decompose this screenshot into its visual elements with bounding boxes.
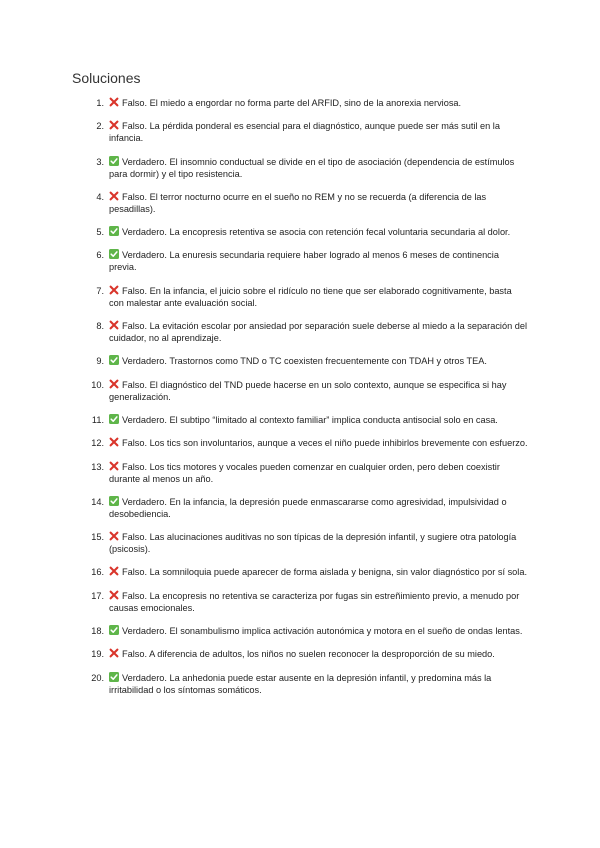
- item-content: [109, 156, 528, 180]
- item-content: [109, 461, 528, 485]
- cross-icon: [109, 590, 119, 600]
- item-content: [109, 285, 528, 309]
- item-text: Falso. El miedo a engordar no forma parte del ARFID, sino de la anorexia nerviosa.: [122, 98, 462, 108]
- item-number: 18.: [91, 626, 104, 637]
- item-content: [109, 320, 528, 344]
- check-icon: [109, 355, 119, 365]
- cross-icon: [109, 379, 119, 389]
- cross-icon: [109, 566, 119, 576]
- item-text: Verdadero. El insomnio conductual se divide en el tipo de asociación (dependencia de estímulos para dormir) y el tipo resistencia.: [109, 156, 515, 179]
- item-content: [109, 590, 528, 614]
- item-text: Falso. Los tics son involuntarios, aunque a veces el niño puede inhibirlos brevemente con esfuerzo.: [122, 438, 528, 449]
- item-content: [109, 625, 528, 637]
- item-number: 14.: [91, 496, 104, 507]
- item-number: 11.: [91, 414, 104, 425]
- item-number: 12.: [91, 438, 104, 449]
- check-icon: [109, 496, 119, 506]
- item-content: [109, 97, 528, 109]
- item-text: Falso. La somniloquia puede aparecer de forma aislada y benigna, sin valor diagnóstico por sí sola.: [122, 567, 527, 578]
- solution-item: [72, 625, 528, 637]
- check-icon: [109, 414, 119, 424]
- item-content: [109, 379, 528, 403]
- item-text: Falso. A diferencia de adultos, los niños no suelen reconocer la desproporción de su miedo.: [122, 649, 495, 660]
- item-text: Falso. La pérdida ponderal es esencial para el diagnóstico, aunque puede ser más sutil en la infancia.: [109, 121, 500, 144]
- check-icon: [109, 672, 119, 682]
- item-content: [109, 249, 528, 273]
- check-icon: [109, 249, 119, 259]
- item-number: 16.: [91, 567, 104, 578]
- solution-item: [72, 496, 528, 520]
- cross-icon: [109, 97, 119, 107]
- cross-icon: [109, 648, 119, 658]
- item-text: Falso. El terror nocturno ocurre en el sueño no REM y no se recuerda (a diferencia de las pesadillas).: [109, 191, 487, 214]
- solution-item: [72, 97, 528, 109]
- item-content: [109, 414, 528, 426]
- solution-item: [72, 437, 528, 449]
- solution-item: [72, 120, 528, 144]
- item-text: Falso. La evitación escolar por ansiedad por separación suele deberse al miedo a la separación del cuidador, no al aprendizaje.: [109, 321, 528, 344]
- check-icon: [109, 156, 119, 166]
- cross-icon: [109, 320, 119, 330]
- item-content: [109, 355, 528, 367]
- page-title: Soluciones: [72, 70, 141, 86]
- item-content: [109, 531, 528, 555]
- item-content: [109, 226, 528, 238]
- item-content: [109, 648, 528, 660]
- item-text: Verdadero. La encopresis retentiva se asocia con retención fecal voluntaria secundaria al dolor.: [122, 227, 511, 238]
- solution-item: [72, 648, 528, 660]
- item-text: Verdadero. Trastornos como TND o TC coexisten frecuentemente con TDAH y otros TEA.: [122, 356, 487, 367]
- item-number: 9.: [96, 356, 104, 367]
- item-number: 4.: [96, 191, 104, 202]
- item-text: Verdadero. En la infancia, la depresión puede enmascararse como agresividad, impulsividad o desobediencia.: [109, 496, 507, 519]
- item-content: [109, 437, 528, 449]
- item-content: [109, 120, 528, 144]
- item-number: 7.: [96, 285, 104, 296]
- solution-item: [72, 156, 528, 180]
- solution-item: [72, 461, 528, 485]
- item-text: Verdadero. El subtipo “limitado al contexto familiar” implica conducta antisocial solo en casa.: [122, 414, 498, 425]
- item-text: Falso. Los tics motores y vocales pueden comenzar en cualquier orden, pero deben coexistir durante al menos un año.: [109, 461, 500, 484]
- solution-item: [72, 226, 528, 238]
- item-content: [109, 496, 528, 520]
- item-number: 15.: [91, 532, 104, 543]
- item-number: 19.: [91, 649, 104, 660]
- item-number: 20.: [91, 672, 104, 683]
- cross-icon: [109, 437, 119, 447]
- cross-icon: [109, 285, 119, 295]
- item-text: Verdadero. El sonambulismo implica activación autonómica y motora en el sueño de ondas lentas.: [122, 626, 523, 637]
- item-text: Verdadero. La anhedonia puede estar ausente en la depresión infantil, y predomina más la irritabilidad o los síntomas somáticos.: [109, 672, 492, 695]
- cross-icon: [109, 531, 119, 541]
- item-number: 2.: [96, 121, 104, 132]
- solution-item: [72, 191, 528, 215]
- solution-item: [72, 355, 528, 367]
- check-icon: [109, 226, 119, 236]
- solution-item: [72, 285, 528, 309]
- cross-icon: [109, 461, 119, 471]
- item-text: Falso. La encopresis no retentiva se caracteriza por fugas sin estreñimiento previo, a menudo por causas emocionales.: [109, 590, 520, 613]
- cross-icon: [109, 191, 119, 201]
- solution-item: [72, 414, 528, 426]
- item-content: [109, 672, 528, 696]
- solution-item: [72, 320, 528, 344]
- item-text: Falso. El diagnóstico del TND puede hacerse en un solo contexto, aunque se especifica si hay generalización.: [109, 379, 507, 402]
- cross-icon: [109, 120, 119, 130]
- check-icon: [109, 625, 119, 635]
- item-content: [109, 566, 528, 578]
- item-number: 6.: [96, 250, 104, 261]
- item-number: 10.: [91, 379, 104, 390]
- solutions-list: [72, 97, 528, 707]
- item-number: 17.: [91, 590, 104, 601]
- solution-item: [72, 672, 528, 696]
- item-number: 1.: [96, 98, 104, 108]
- item-number: 8.: [96, 321, 104, 332]
- item-text: Falso. Las alucinaciones auditivas no son típicas de la depresión infantil, y sugiere otra patología (psicosis).: [109, 532, 517, 555]
- solution-item: [72, 249, 528, 273]
- item-text: Verdadero. La enuresis secundaria requiere haber logrado al menos 6 meses de continencia previa.: [109, 250, 499, 273]
- item-text: Falso. En la infancia, el juicio sobre el ridículo no tiene que ser elaborado cognitivamente, basta con malestar ante evaluación social.: [109, 285, 512, 308]
- solution-item: [72, 379, 528, 403]
- solution-item: [72, 566, 528, 578]
- item-content: [109, 191, 528, 215]
- item-number: 3.: [96, 156, 104, 167]
- solution-item: [72, 531, 528, 555]
- solution-item: [72, 590, 528, 614]
- item-number: 5.: [96, 227, 104, 238]
- item-number: 13.: [91, 461, 104, 472]
